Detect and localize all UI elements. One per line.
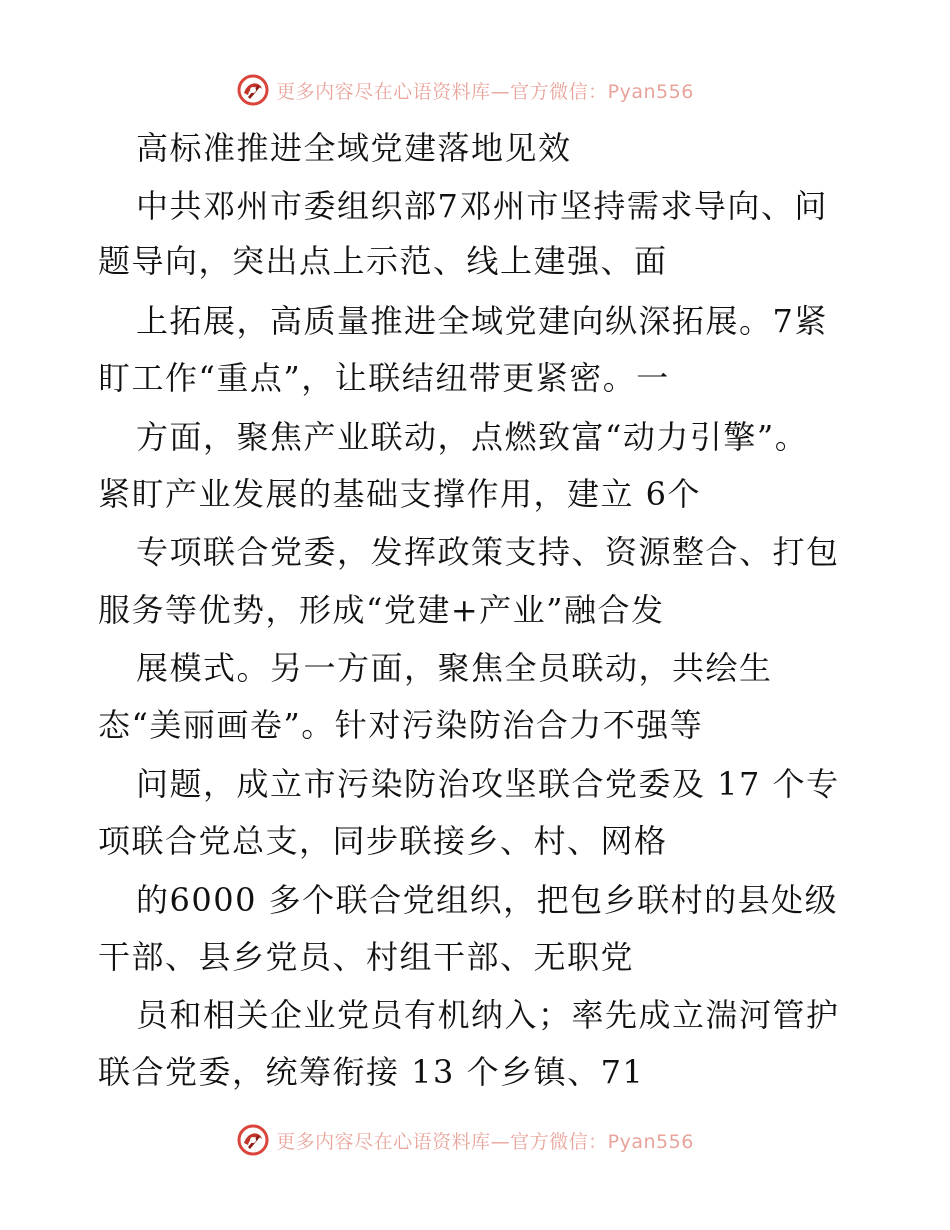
text-line: 方面，聚焦产业联动，点燃致富“动力引擎”。	[136, 418, 809, 456]
swirl-logo-icon	[236, 1123, 270, 1157]
text-line: 中共邓州市委组织部7邓州市坚持需求导向、问	[136, 187, 828, 225]
footer-banner	[0, 1120, 950, 1160]
footer-banner-content	[236, 1123, 694, 1157]
text-line: 项联合党总支，同步联接乡、村、网格	[98, 822, 668, 860]
text-line: 干部、县乡党员、村组干部、无职党	[98, 938, 635, 976]
text-line: 联合党委，统筹衔接 13 个乡镇、71	[98, 1053, 645, 1091]
text-line: 题导向，突出点上示范、线上建强、面	[98, 242, 668, 280]
header-banner-text: 更多内容尽在心语资料库—官方微信：Pyan556	[276, 80, 694, 103]
text-line: 专项联合党委，发挥政策支持、资源整合、打包	[136, 533, 840, 571]
text-line: 的6000 多个联合党组织，把包乡联村的县处级	[136, 881, 839, 919]
text-line: 展模式。另一方面，聚焦全员联动，共绘生	[136, 649, 773, 687]
text-line: 盯工作“重点”，让联结纽带更紧密。一	[98, 359, 670, 397]
document-title: 高标准推进全域党建落地见效	[136, 129, 572, 167]
footer-banner-text: 更多内容尽在心语资料库—官方微信：Pyan556	[276, 1130, 694, 1153]
header-banner	[0, 70, 950, 110]
text-line: 上拓展，高质量推进全域党建向纵深拓展。7紧	[136, 302, 828, 340]
text-line: 态“美丽画卷”。针对污染防治合力不强等	[98, 706, 704, 744]
text-line: 员和相关企业党员有机纳入；率先成立湍河管护	[136, 996, 840, 1034]
text-line: 紧盯产业发展的基础支撑作用，建立 6个	[98, 475, 702, 513]
header-banner-content	[236, 73, 694, 107]
swirl-logo-icon	[236, 73, 270, 107]
text-line: 问题，成立市污染防治攻坚联合党委及 17 个专	[136, 765, 840, 803]
text-line: 服务等优势，形成“党建+产业”融合发	[98, 591, 665, 629]
